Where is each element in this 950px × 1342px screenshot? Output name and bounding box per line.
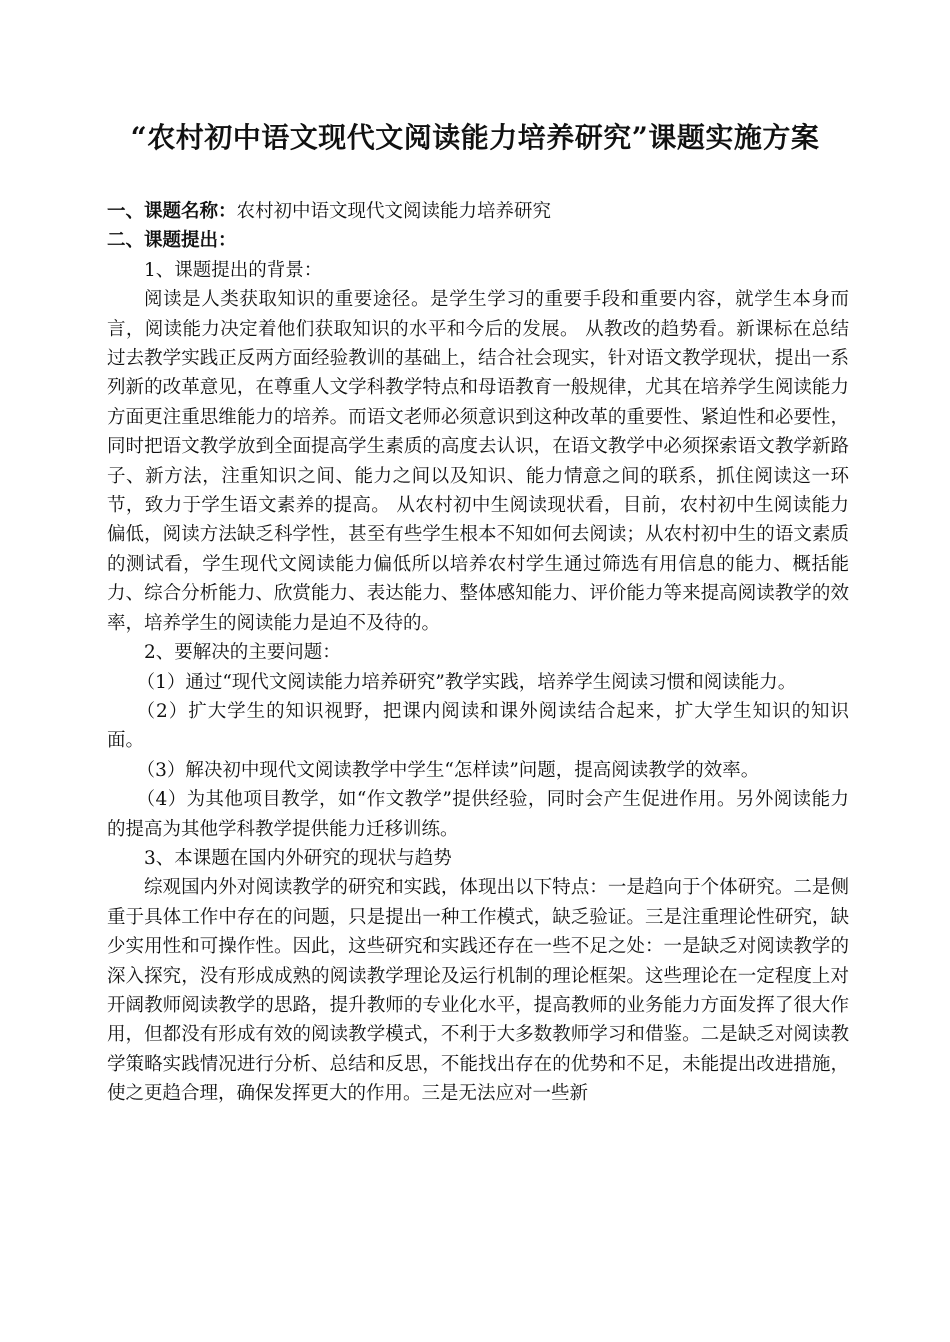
problem-item-4: （4）为其他项目教学，如“作文教学”提供经验，同时会产生促进作用。另外阅读能力的提高为其他学科教学提供能力迁移训练。	[107, 789, 849, 840]
section-2-label: 二、课题提出：	[107, 230, 237, 252]
subheading-problems: 2、要解决的主要问题：	[144, 642, 341, 664]
document-title: “农村初中语文现代文阅读能力培养研究”课题实施方案	[130, 121, 820, 154]
problem-item-3: （3）解决初中现代文阅读教学中学生“怎样读”问题，提高阅读教学的效率。	[136, 759, 760, 781]
section-1-line	[107, 197, 849, 226]
background-paragraph: 阅读是人类获取知识的重要途径。是学生学习的重要手段和重要内容，就学生本身而言，阅读能力决定着他们获取知识的水平和今后的发展。 从教改的趋势看。新课标在总结过去教学实践正反两方面经验教训的基础上，结合社会现实，针对语文教学现状，提出一系列新的改革意见，在尊重人文学科教学特点和母语教育一般规律，尤其在培养学生阅读能力方面更注重思维能力的培养。而语文老师必须意识到这种改革的重要性、紧迫性和必要性，同时把语文教学放到全面提高学生素质的高度去认识，在语文教学中必须探索语文教学新路子、新方法，注重知识之间、能力之间以及知识、能力情意之间的联系，抓住阅读这一环节，致力于学生语文素养的提高。 从农村初中生阅读现状看，目前，农村初中生阅读能力偏低，阅读方法缺乏科学性，甚至有些学生根本不知如何去阅读；从农村初中生的语文素质的测试看，学生现代文阅读能力偏低所以培养农村学生通过筛选有用信息的能力、概括能力、综合分析能力、欣赏能力、表达能力、整体感知能力、评价能力等来提高阅读教学的效率，培养学生的阅读能力是迫不及待的。	[107, 289, 849, 634]
status-paragraph: 综观国内外对阅读教学的研究和实践，体现出以下特点：一是趋向于个体研究。二是侧重于具体工作中存在的问题，只是提出一种工作模式，缺乏验证。三是注重理论性研究，缺少实用性和可操作性。因此，这些研究和实践还存在一些不足之处：一是缺乏对阅读教学的深入探究，没有形成成熟的阅读教学理论及运行机制的理论框架。这些理论在一定程度上对开阔教师阅读教学的思路，提升教师的专业化水平，提高教师的业务能力方面发挥了很大作用，但都没有形成有效的阅读教学模式，不利于大多数教师学习和借鉴。二是缺乏对阅读教学策略实践情况进行分析、总结和反思，不能找出存在的优势和不足，未能提出改进措施，使之更趋合理，确保发挥更大的作用。三是无法应对一些新	[107, 877, 849, 1105]
section-1-label: 一、课题名称：	[107, 201, 237, 222]
section-1-value: 农村初中语文现代文阅读能力培养研究	[236, 201, 552, 222]
problem-item-2: （2）扩大学生的知识视野，把课内阅读和课外阅读结合起来，扩大学生知识的知识面。	[107, 700, 849, 752]
document-body	[107, 197, 849, 1109]
subheading-status: 3、本课题在国内外研究的现状与趋势	[144, 847, 452, 869]
subheading-background: 1、课题提出的背景：	[144, 259, 323, 281]
problem-item-1: （1）通过“现代文阅读能力培养研究”教学实践，培养学生阅读习惯和阅读能力。	[136, 671, 797, 693]
